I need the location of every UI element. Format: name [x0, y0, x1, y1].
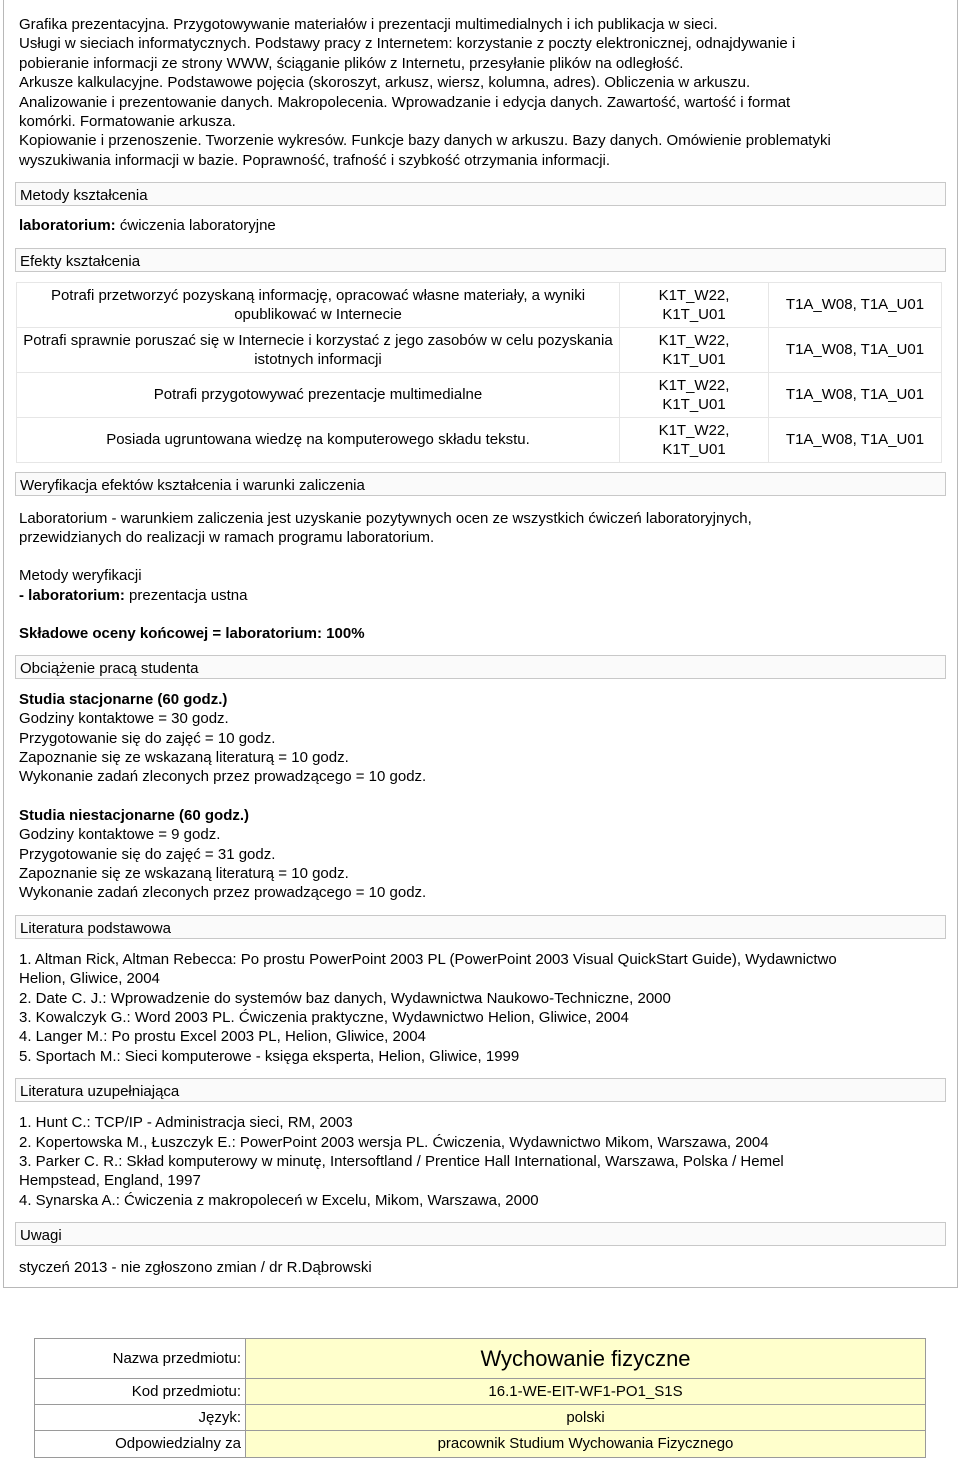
section-heading-obciazenie: Obciążenie pracą studenta — [15, 655, 946, 679]
obciazenie-line: Przygotowanie się do zajęć = 10 godz. — [19, 729, 276, 747]
studia-niestacjonarne — [19, 806, 944, 903]
obciazenie-line: Wykonanie zadań zleconych przez prowadzącego = 10 godz. — [19, 884, 427, 902]
nazwa-label: Nazwa przedmiotu: — [35, 1339, 246, 1379]
section-heading-metody: Metody kształcenia — [15, 182, 946, 206]
tresc-line: komórki. Formatowanie arkusza. — [19, 113, 236, 131]
tresc-line: pobieranie informacji ze strony WWW, ściąganie plików z Internetu, przesyłanie plików na odległość. — [19, 54, 684, 72]
efekt-obszarowe: T1A_W08, T1A_U01 — [769, 372, 942, 417]
efekt-opis: Potrafi sprawnie poruszać się w Internecie i korzystać z jego zasobów w celu pozyskania istotnych informacji — [17, 327, 620, 372]
obciazenie-line: Godziny kontaktowe = 9 godz. — [19, 826, 221, 844]
table-row — [35, 1339, 926, 1379]
efekt-opis: Potrafi przetworzyć pozyskaną informację, opracować własne materiały, a wyniki opublikować w Internecie — [17, 282, 620, 327]
uwagi-text: styczeń 2013 - nie zgłoszono zmian / dr R.Dąbrowski — [19, 1259, 372, 1277]
tresc-line: Analizowanie i prezentowanie danych. Makropolecenia. Wprowadzanie i edycja danych. Zawartość, wartość i format — [19, 93, 791, 111]
table-row — [35, 1431, 926, 1458]
efekt-opis: Potrafi przygotowywać prezentacje multimedialne — [17, 372, 620, 417]
metody-label: laboratorium: — [19, 217, 116, 235]
table-row — [35, 1379, 926, 1405]
tresc-line: wyszukiwania informacji w bazie. Poprawność, trafność i szybkość otrzymania informacji. — [19, 151, 611, 169]
przedmiot-info-table — [34, 1338, 926, 1458]
metody-ksztalcenia-value — [19, 216, 944, 235]
efekt-kierunkowe: K1T_W22, K1T_U01 — [620, 417, 769, 462]
metody-weryfikacji-value: prezentacja ustna — [129, 586, 248, 604]
efekt-kierunkowe: K1T_W22, K1T_U01 — [620, 372, 769, 417]
section-heading-uwagi: Uwagi — [15, 1222, 946, 1246]
efekt-obszarowe: T1A_W08, T1A_U01 — [769, 417, 942, 462]
odpowiedzialny-label: Odpowiedzialny za — [35, 1431, 246, 1458]
weryfikacja-line: przewidzianych do realizacji w ramach programu laboratorium. — [19, 529, 435, 547]
syllabus-content — [19, 15, 944, 1278]
kod-label: Kod przedmiotu: — [35, 1379, 246, 1405]
nazwa-przedmiotu: Wychowanie fizyczne — [246, 1339, 926, 1379]
obciazenie-line: Wykonanie zadań zleconych przez prowadzącego = 10 godz. — [19, 768, 427, 786]
tresc-line: Grafika prezentacyjna. Przygotowywanie materiałów i prezentacji multimedialnych i ich publikacja w sieci. — [19, 16, 718, 33]
efekt-kierunkowe: K1T_W22, K1T_U01 — [620, 327, 769, 372]
odpowiedzialny-value: pracownik Studium Wychowania Fizycznego — [246, 1431, 926, 1458]
efekt-obszarowe: T1A_W08, T1A_U01 — [769, 282, 942, 327]
metody-value: ćwiczenia laboratoryjne — [119, 217, 276, 235]
section-heading-literatura-uzupelniajaca: Literatura uzupełniająca — [15, 1078, 946, 1102]
niestacjonarne-title: Studia niestacjonarne (60 godz.) — [19, 806, 250, 824]
literatura-item: 1. Hunt C.: TCP/IP - Administracja sieci, RM, 2003 — [19, 1114, 353, 1132]
efekty-table — [16, 282, 942, 463]
weryfikacja-text — [19, 509, 944, 548]
jezyk-label: Język: — [35, 1405, 246, 1431]
table-row — [17, 282, 942, 327]
literatura-item: 2. Date C. J.: Wprowadzenie do systemów baz danych, Wydawnictwa Naukowo-Techniczne, 2000 — [19, 989, 671, 1007]
table-row — [35, 1405, 926, 1431]
literatura-item: Helion, Gliwice, 2004 — [19, 970, 160, 988]
metody-weryfikacji-label: Metody weryfikacji — [19, 567, 142, 585]
literatura-item: 4. Synarska A.: Ćwiczenia z makropoleceń w Excelu, Mikom, Warszawa, 2000 — [19, 1191, 539, 1209]
literatura-item: 3. Kowalczyk G.: Word 2003 PL. Ćwiczenia praktyczne, Wydawnictwo Helion, Gliwice, 2004 — [19, 1008, 629, 1026]
stacjonarne-title: Studia stacjonarne (60 godz.) — [19, 690, 228, 708]
section-heading-literatura-podstawowa: Literatura podstawowa — [15, 915, 946, 939]
table-row — [17, 327, 942, 372]
kod-przedmiotu: 16.1-WE-EIT-WF1-PO1_S1S — [246, 1379, 926, 1405]
tresci-programowe — [19, 15, 944, 170]
weryfikacja-line: Laboratorium - warunkiem zaliczenia jest uzyskanie pozytywnych ocen ze wszystkich ćwiczeń laboratoryjnych, — [19, 509, 752, 527]
literatura-item: 3. Parker C. R.: Skład komputerowy w minutę, Intersoftland / Prentice Hall International, Warszawa, Polska / Hemel — [19, 1153, 784, 1170]
tresc-line: Kopiowanie i przenoszenie. Tworzenie wykresów. Funkcje bazy danych w arkuszu. Bazy danych. Omówienie problematyki — [19, 132, 831, 150]
tresc-line: Usługi w sieciach informatycznych. Podstawy pracy z Internetem: korzystanie z poczty elektronicznej, odnajdywanie i — [19, 35, 796, 53]
literatura-item: 4. Langer M.: Po prostu Excel 2003 PL, Helion, Gliwice, 2004 — [19, 1028, 426, 1046]
literatura-item: 2. Kopertowska M., Łuszczyk E.: PowerPoint 2003 wersja PL. Ćwiczenia, Wydawnictwo Mikom, Warszawa, 2004 — [19, 1133, 769, 1151]
table-row — [17, 372, 942, 417]
obciazenie-line: Zapoznanie się ze wskazaną literaturą = 10 godz. — [19, 748, 349, 766]
efekt-obszarowe: T1A_W08, T1A_U01 — [769, 327, 942, 372]
literatura-item: 1. Altman Rick, Altman Rebecca: Po prostu PowerPoint 2003 PL (PowerPoint 2003 Visual QuickStart Guide), Wydawnictwo — [19, 950, 837, 968]
efekt-kierunkowe: K1T_W22, K1T_U01 — [620, 282, 769, 327]
metody-weryfikacji-prefix: - laboratorium: — [19, 586, 125, 604]
literatura-uzupelniajaca-list — [19, 1113, 944, 1210]
literatura-podstawowa-list — [19, 950, 944, 1066]
literatura-item: Hempstead, England, 1997 — [19, 1172, 201, 1190]
studia-stacjonarne — [19, 690, 944, 787]
section-heading-efekty: Efekty kształcenia — [15, 248, 946, 272]
metody-weryfikacji — [19, 566, 944, 605]
jezyk-value: polski — [246, 1405, 926, 1431]
skladowe-oceny: Składowe oceny końcowej = laboratorium: 100% — [19, 625, 365, 643]
table-row — [17, 417, 942, 462]
efekt-opis: Posiada ugruntowana wiedzę na komputerowego składu tekstu. — [17, 417, 620, 462]
obciazenie-line: Przygotowanie się do zajęć = 31 godz. — [19, 845, 276, 863]
metody-weryfikacji-item — [19, 586, 944, 605]
tresc-line: Arkusze kalkulacyjne. Podstawowe pojęcia (skoroszyt, arkusz, wiersz, kolumna, adres). Obliczenia w arkuszu. — [19, 74, 751, 92]
section-heading-weryfikacja: Weryfikacja efektów kształcenia i warunki zaliczenia — [15, 472, 946, 496]
literatura-item: 5. Sportach M.: Sieci komputerowe - księga eksperta, Helion, Gliwice, 1999 — [19, 1047, 520, 1065]
obciazenie-line: Godziny kontaktowe = 30 godz. — [19, 710, 229, 728]
obciazenie-line: Zapoznanie się ze wskazaną literaturą = 10 godz. — [19, 864, 349, 882]
